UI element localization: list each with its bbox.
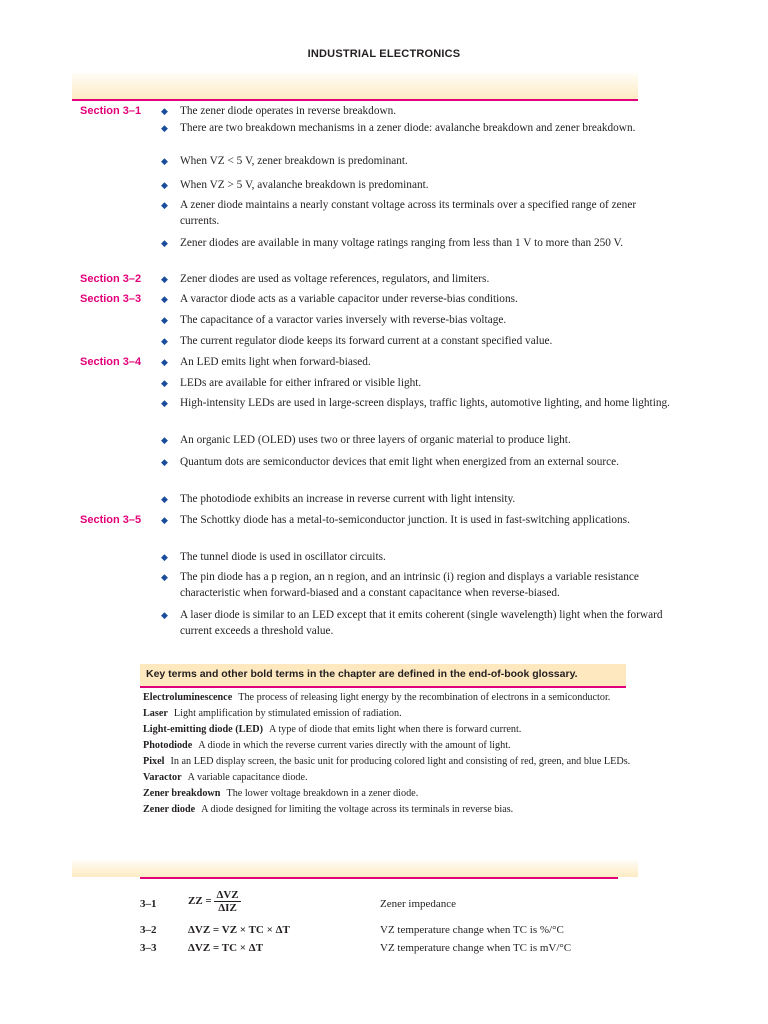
diamond-bullet-icon: ◆ (161, 336, 168, 346)
formula-expression: ΔVZ = TC × ΔT (188, 942, 264, 954)
page-title: INDUSTRIAL ELECTRONICS (307, 48, 461, 60)
diamond-bullet-icon: ◆ (161, 238, 168, 248)
formula-description: VZ temperature change when TC is %/°C (380, 924, 564, 936)
section-label: Section 3–3 (80, 293, 142, 305)
summary-item: ◆ The pin diode has a p region, an n region, and an intrinsic (i) region and displays a variable resistance characteristic when forward-biased and a constant capacitance when reverse-biased. (161, 571, 639, 599)
key-term (143, 756, 633, 768)
summary-item: ◆ A zener diode maintains a nearly constant voltage across its terminals over a specified range of zener currents. (161, 199, 637, 227)
term-definition: A type of diode that emits light when there is forward current. (269, 724, 522, 735)
term-name: Zener breakdown (143, 788, 221, 799)
term-name: Varactor (143, 772, 182, 783)
term-name: Laser (143, 708, 168, 719)
term-name: Light-emitting diode (LED) (143, 724, 263, 735)
formulas-divider (140, 877, 618, 879)
key-term (143, 692, 633, 704)
summary-item: ◆ The photodiode exhibits an increase in reverse current with light intensity. (161, 493, 516, 505)
term-name: Photodiode (143, 740, 193, 751)
summary-item: Section 3–4 ◆ An LED emits light when forward-biased. (80, 356, 371, 368)
summary-divider (72, 99, 638, 101)
formula-number: 3–1 (140, 898, 157, 910)
key-term (143, 724, 633, 736)
diamond-bullet-icon: ◆ (161, 315, 168, 325)
diamond-bullet-icon: ◆ (161, 572, 168, 582)
summary-item: Section 3–2 ◆ Zener diodes are used as voltage references, regulators, and limiters. (80, 273, 490, 285)
key-term (143, 788, 633, 800)
diamond-bullet-icon: ◆ (161, 552, 168, 562)
key-term (143, 772, 633, 784)
formula-row (140, 924, 620, 942)
summary-item: ◆ An organic LED (OLED) uses two or three layers of organic material to produce light. (161, 434, 571, 446)
key-term (143, 708, 633, 720)
key-term (143, 740, 633, 752)
summary-item: ◆ A laser diode is similar to an LED except that it emits coherent (single wavelength) light when the forward current exceeds a threshold value. (161, 609, 663, 637)
term-definition: The lower voltage breakdown in a zener diode. (226, 788, 419, 799)
diamond-bullet-icon: ◆ (161, 106, 168, 116)
summary-item: ◆ There are two breakdown mechanisms in a zener diode: avalanche breakdown and zener breakdown. (161, 122, 636, 134)
key-terms-header: Key terms and other bold terms in the chapter are defined in the end-of-book glossary. (146, 668, 578, 680)
term-definition: The process of releasing light energy by the recombination of electrons in a semiconductor. (238, 692, 611, 703)
summary-item: ◆ When VZ > 5 V, avalanche breakdown is predominant. (161, 179, 429, 191)
term-definition: A diode designed for limiting the voltage across its terminals in reverse bias. (201, 804, 514, 815)
diamond-bullet-icon: ◆ (161, 515, 168, 525)
diamond-bullet-icon: ◆ (161, 180, 168, 190)
summary-item: ◆ The tunnel diode is used in oscillator circuits. (161, 551, 386, 563)
formula-number: 3–3 (140, 942, 157, 954)
diamond-bullet-icon: ◆ (161, 123, 168, 133)
section-label: Section 3–5 (80, 514, 142, 526)
diamond-bullet-icon: ◆ (161, 457, 168, 467)
summary-item: ◆ Quantum dots are semiconductor devices that emit light when energized from an external source. (161, 456, 619, 468)
formula-description: Zener impedance (380, 898, 457, 910)
diamond-bullet-icon: ◆ (161, 294, 168, 304)
section-label: Section 3–4 (80, 356, 142, 368)
formula-expression: ΔVZ = VZ × TC × ΔT (188, 924, 290, 936)
summary-item: ◆ Zener diodes are available in many voltage ratings ranging from less than 1 V to more than 250 V. (161, 237, 624, 249)
term-definition: A variable capacitance diode. (187, 772, 308, 783)
term-definition: A diode in which the reverse current varies directly with the amount of light. (198, 740, 511, 751)
key-term (143, 804, 633, 816)
diamond-bullet-icon: ◆ (161, 398, 168, 408)
section-label: Section 3–2 (80, 273, 142, 285)
formula-row (140, 942, 620, 960)
formulas-header-band (72, 860, 638, 877)
summary-item: ◆ When VZ < 5 V, zener breakdown is predominant. (161, 155, 408, 167)
summary-header-band (72, 73, 638, 99)
summary-item: ◆ High-intensity LEDs are used in large-screen displays, traffic lights, automotive lighting, and home lighting. (161, 397, 670, 409)
diamond-bullet-icon: ◆ (161, 200, 168, 210)
key-terms-divider (140, 686, 626, 688)
formula-row (140, 886, 620, 922)
term-name: Electroluminescence (143, 692, 233, 703)
formula-number: 3–2 (140, 924, 157, 936)
term-definition: In an LED display screen, the basic unit for producing colored light and consisting of red, green, and blue LEDs. (170, 756, 631, 767)
diamond-bullet-icon: ◆ (161, 435, 168, 445)
diamond-bullet-icon: ◆ (161, 156, 168, 166)
chapter-summary (80, 103, 680, 641)
key-terms-list (143, 692, 633, 820)
summary-item: Section 3–1 ◆ The zener diode operates in reverse breakdown. (80, 105, 397, 117)
summary-item: ◆ The current regulator diode keeps its forward current at a constant specified value. (161, 335, 553, 347)
term-name: Zener diode (143, 804, 196, 815)
term-definition: Light amplification by stimulated emission of radiation. (173, 708, 402, 719)
summary-item: Section 3–3 ◆ A varactor diode acts as a variable capacitor under reverse-bias conditions. (80, 293, 518, 305)
formula-description: VZ temperature change when TC is mV/°C (380, 942, 572, 954)
section-label: Section 3–1 (80, 105, 142, 117)
key-formulas (140, 886, 620, 960)
term-name: Pixel (143, 756, 165, 767)
summary-item: ◆ The capacitance of a varactor varies inversely with reverse-bias voltage. (161, 314, 507, 326)
diamond-bullet-icon: ◆ (161, 494, 168, 504)
fraction: $\frac{\text{ΔVZ}}{\text{ΔIZ}}$ (216, 889, 239, 914)
formula-expression: ZZ = $\frac{\text{ΔVZ}}{\text{ΔIZ}}$ (188, 889, 239, 914)
summary-item: Section 3–5 ◆ The Schottky diode has a metal-to-semiconductor junction. It is used in fast-switching applications. (80, 514, 630, 526)
diamond-bullet-icon: ◆ (161, 357, 168, 367)
diamond-bullet-icon: ◆ (161, 610, 168, 620)
summary-item: ◆ LEDs are available for either infrared or visible light. (161, 377, 422, 389)
diamond-bullet-icon: ◆ (161, 274, 168, 284)
diamond-bullet-icon: ◆ (161, 378, 168, 388)
